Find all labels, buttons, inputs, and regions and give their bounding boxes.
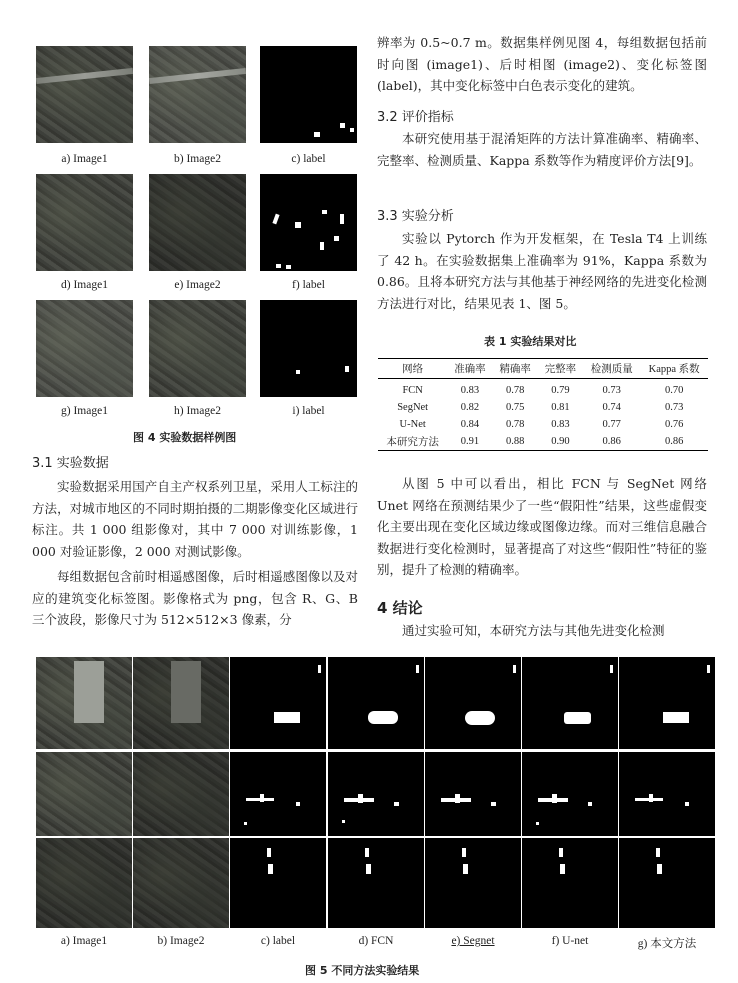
fig5-r2-image2 [133, 752, 229, 836]
table-cell: 0.81 [551, 402, 570, 413]
table-header-precision: 精确率 [493, 359, 538, 379]
table-cell: 0.88 [506, 436, 525, 447]
fig4-caption-e: e) Image2 [174, 279, 221, 291]
fig5-r2-label [230, 752, 326, 836]
table-cell: FCN [402, 385, 423, 396]
table-cell: 0.77 [602, 419, 621, 430]
fig5-r3-label [230, 838, 326, 928]
fig5-r1-image2 [133, 657, 229, 749]
fig4-caption-h: h) Image2 [174, 405, 221, 417]
fig5-r1-fcn [328, 657, 424, 749]
fig5-r2-segnet [425, 752, 521, 836]
fig5-r3-image2 [133, 838, 229, 928]
table-row [378, 433, 708, 451]
section-3-1-heading: 3.1 实验数据 [32, 456, 109, 471]
table-cell: 0.82 [460, 402, 480, 413]
fig5-title: 图 5 不同方法实验结果 [305, 964, 420, 977]
fig4-i-label [260, 300, 357, 397]
fig5-r2-fcn [328, 752, 424, 836]
fig5-r2-ours [619, 752, 715, 836]
table-cell: 本研究方法 [386, 437, 439, 448]
fig4-caption-g: g) Image1 [61, 405, 108, 417]
table-cell: U-Net [399, 419, 426, 430]
table-header-row [378, 359, 708, 379]
table-header-kappa: Kappa 系数 [640, 359, 708, 379]
fig5-r3-segnet [425, 838, 521, 928]
table-cell: 0.73 [602, 385, 621, 396]
table-cell: 0.83 [460, 385, 480, 396]
table-cell: 0.86 [602, 436, 621, 447]
section-3-3-heading: 3.3 实验分析 [377, 209, 454, 224]
fig5-r3-ours [619, 838, 715, 928]
fig4-caption-i: i) label [292, 405, 325, 417]
table-cell: 0.83 [551, 419, 570, 430]
table-header-network: 网络 [378, 359, 447, 379]
fig5-caption-a: a) Image1 [60, 935, 108, 947]
fig5-caption-f: f) U-net [551, 935, 589, 947]
section-3-2-heading: 3.2 评价指标 [377, 110, 454, 125]
table-cell: 0.84 [460, 419, 480, 430]
fig4-caption-d: d) Image1 [61, 279, 108, 291]
fig5-caption-c: c) label [260, 935, 296, 947]
fig5-caption-b: b) Image2 [157, 935, 205, 947]
table-row [378, 416, 708, 433]
table-cell: 0.70 [664, 385, 684, 396]
table-cell: 0.79 [551, 385, 570, 396]
fig5-caption-e: e) Segnet [451, 935, 495, 947]
left-paragraph-1: 实验数据采用国产自主产权系列卫星，采用人工标注的方法，对城市地区的不同时期拍摄的二期影像变化区域进行标注。共 1 000 组影像对，其中 7 000 对训练影像，1 000 对验证影像，2 000 对测试影像。 [32, 479, 358, 559]
table-cell: SegNet [397, 402, 429, 413]
fig5-r3-unet [522, 838, 618, 928]
fig4-caption-f: f) label [292, 279, 325, 291]
fig4-title: 图 4 实验数据样例图 [133, 431, 237, 444]
fig4-c-label [260, 46, 357, 143]
fig5-r1-segnet [425, 657, 521, 749]
fig5-caption-d: d) FCN [358, 935, 394, 947]
table-header-completeness: 完整率 [538, 359, 583, 379]
fig4-caption-c: c) label [291, 153, 326, 165]
fig4-a-image1 [36, 46, 133, 143]
table-row [378, 399, 708, 416]
table-cell: 0.86 [664, 436, 684, 447]
fig5-r3-fcn [328, 838, 424, 928]
right-paragraph-2: 实验以 Pytorch 作为开发框架，在 Tesla T4 上训练了 42 h。在实验数据集上准确率为 91%，Kappa 系数为 0.86。且将本研究方法与其他基于神经网络的先进变化检测方法进行对比，结果见表 1、图 5。 [377, 231, 707, 311]
left-paragraph-2: 每组数据包含前时相遥感图像，后时相遥感图像以及对应的建筑变化标签图。影像格式为 png，包含 R、G、B 三个波段，影像尺寸为 512×512×3 像素，分 [32, 569, 358, 627]
fig4-d-image1 [36, 174, 133, 271]
fig4-b-image2 [149, 46, 246, 143]
right-paragraph-0: 辨率为 0.5~0.7 m。数据集样例见图 4，每组数据包括前时向图 (image1)、后时相图 (image2)、变化标签图 (label)，其中变化标签中白色表示变化的建筑。 [377, 35, 707, 93]
right-paragraph-3: 从图 5 中可以看出，相比 FCN 与 SegNet 网络 Unet 网络在预测结果少了一些“假阳性”结果，这些虚假变化主要出现在变化区域边缘或图像边缘。而对三维信息融合数据进行变化检测时，显著提高了对这些“假阳性”特征的鉴别，提升了检测的精确率。 [377, 476, 707, 577]
fig5-r2-image1 [36, 752, 132, 836]
fig5-r1-ours [619, 657, 715, 749]
fig5-r2-unet [522, 752, 618, 836]
right-paragraph-1: 本研究使用基于混淆矩阵的方法计算准确率、精确率、完整率、检测质量、Kappa 系数等作为精度评价方法[9]。 [377, 131, 707, 168]
fig5-r1-label [230, 657, 326, 749]
results-table [378, 358, 708, 451]
fig4-f-label [260, 174, 357, 271]
section-4-heading: 4 结论 [377, 599, 423, 617]
table-cell: 0.74 [602, 402, 621, 413]
fig5-r1-unet [522, 657, 618, 749]
table-1-title: 表 1 实验结果对比 [484, 335, 577, 348]
fig4-g-image1 [36, 300, 133, 397]
table-cell: 0.76 [664, 419, 684, 430]
table-header-quality: 检测质量 [583, 359, 640, 379]
table-cell: 0.78 [506, 419, 525, 430]
table-cell: 0.75 [506, 402, 525, 413]
table-cell: 0.78 [506, 385, 525, 396]
right-paragraph-4: 通过实验可知，本研究方法与其他先进变化检测 [402, 623, 665, 638]
fig4-e-image2 [149, 174, 246, 271]
fig4-caption-b: b) Image2 [174, 153, 221, 165]
fig5-r3-image1 [36, 838, 132, 928]
fig4-caption-a: a) Image1 [61, 153, 108, 165]
table-cell: 0.90 [551, 436, 570, 447]
table-cell: 0.73 [664, 402, 684, 413]
fig5-r1-image1 [36, 657, 132, 749]
table-row [378, 379, 708, 400]
table-cell: 0.91 [460, 436, 480, 447]
fig4-h-image2 [149, 300, 246, 397]
table-header-accuracy: 准确率 [447, 359, 492, 379]
fig5-caption-g: g) 本文方法 [637, 938, 697, 950]
